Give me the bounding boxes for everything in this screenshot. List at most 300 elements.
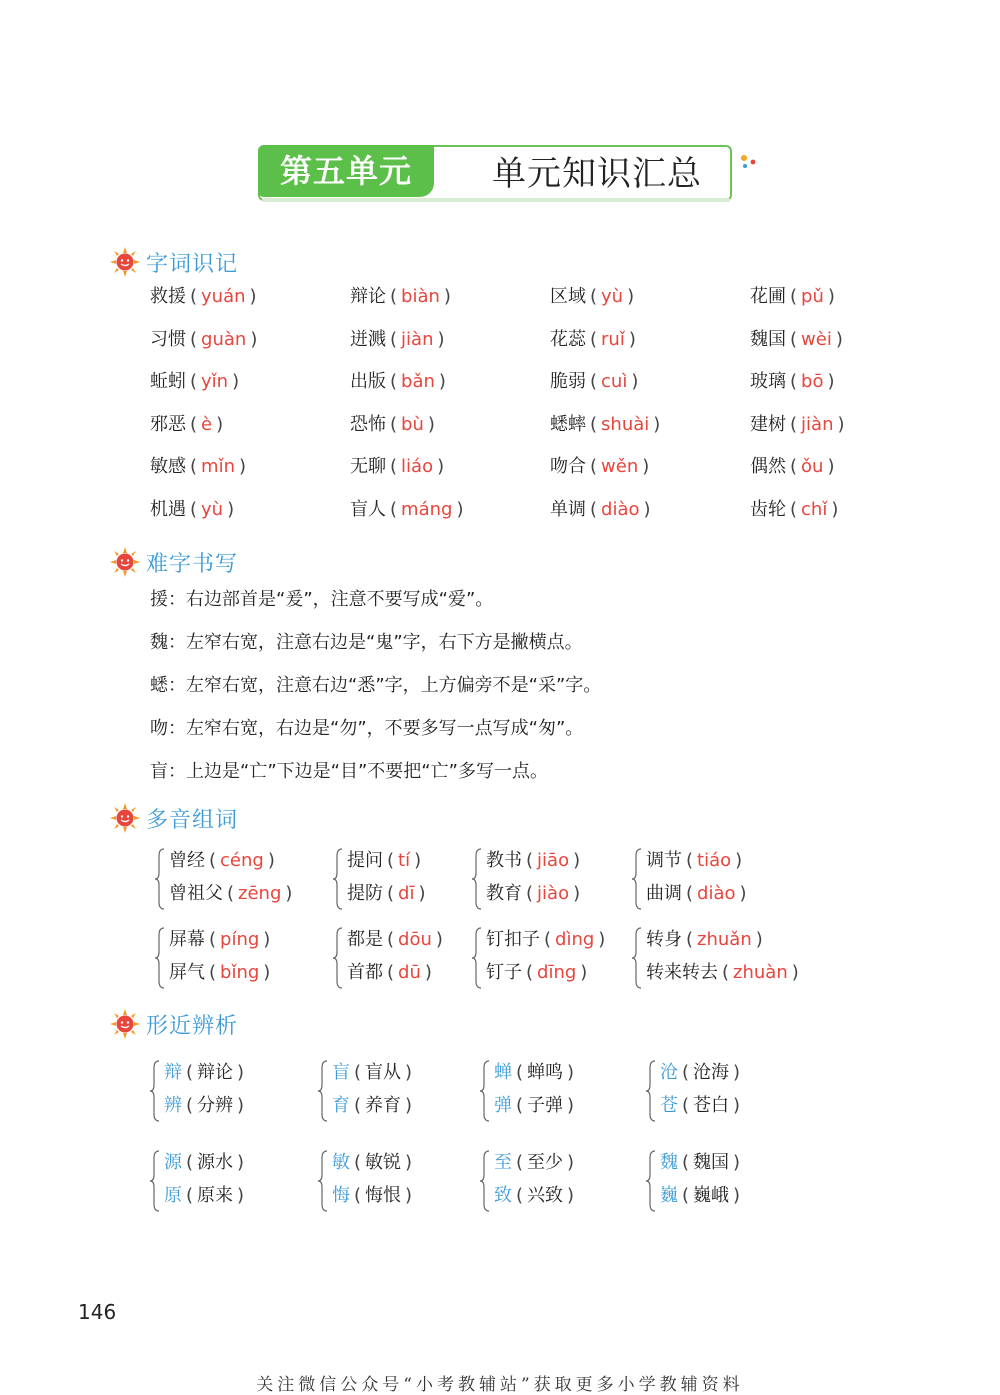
hard-char-note: 吻：左窄右宽，右边是“勿”，不要多写一点写成“匆”。	[150, 718, 584, 739]
brace-icon	[333, 848, 343, 910]
paren-open: (	[790, 328, 798, 350]
similar-word: 子弹	[527, 1095, 564, 1116]
paren-close: )	[755, 929, 763, 950]
vocab-pinyin: jiàn	[401, 328, 434, 350]
polyphone-entry	[347, 958, 436, 984]
polyphone-entry	[169, 846, 279, 872]
vocab-word: 建树	[750, 413, 786, 435]
polyphone-word: 屏幕	[169, 929, 205, 950]
brace-icon	[632, 927, 642, 989]
paren-close: )	[831, 498, 839, 520]
polyphone-pinyin: zhuàn	[733, 962, 788, 983]
polyphone-word: 曲调	[646, 883, 682, 904]
paren-close: )	[835, 328, 843, 350]
paren-open: (	[387, 962, 395, 983]
paren-close: )	[456, 498, 464, 520]
vocab-pinyin: biàn	[401, 286, 440, 307]
vocab-item	[350, 410, 439, 436]
vocab-pinyin: wěn	[601, 456, 639, 478]
polyphone-pinyin: dìng	[555, 929, 595, 950]
paren-close: )	[573, 850, 581, 871]
paren-open: (	[516, 1152, 524, 1173]
paren-close: )	[238, 456, 247, 478]
similar-word: 至少	[527, 1152, 564, 1173]
paren-open: (	[790, 371, 798, 393]
similar-entry	[332, 1148, 416, 1174]
paren-close: )	[405, 1185, 413, 1206]
page-number: 146	[78, 1300, 117, 1324]
paren-open: (	[190, 413, 198, 435]
vocab-word: 区域	[550, 286, 586, 307]
vocab-item	[550, 282, 638, 308]
paren-open: (	[390, 498, 398, 520]
paren-open: (	[526, 962, 534, 983]
paren-close: )	[827, 286, 835, 307]
paren-close: )	[573, 883, 581, 904]
similar-entry	[332, 1058, 416, 1084]
sun-icon	[110, 547, 140, 577]
paren-close: )	[405, 1062, 413, 1083]
paren-close: )	[435, 929, 443, 950]
polyphone-pinyin: jiāo	[537, 850, 570, 871]
brace-icon	[632, 848, 642, 910]
polyphone-word: 调节	[646, 850, 682, 871]
polyphone-entry	[169, 925, 274, 951]
paren-open: (	[190, 286, 198, 307]
brace-icon	[646, 1150, 656, 1212]
paren-close: )	[567, 1185, 575, 1206]
vocab-word: 花蕊	[550, 328, 586, 350]
similar-char: 盲	[332, 1062, 350, 1083]
brace-icon	[150, 1150, 160, 1212]
vocab-row	[150, 325, 870, 368]
paren-open: (	[390, 328, 398, 350]
paren-open: (	[686, 883, 694, 904]
banner-underline	[262, 198, 730, 202]
vocab-pinyin: liáo	[401, 456, 434, 478]
polyphone-pinyin: céng	[220, 850, 264, 871]
paren-close: )	[424, 962, 432, 983]
unit-label: 第五单元	[258, 145, 434, 197]
paren-close: )	[263, 962, 271, 983]
polyphone-entry	[646, 958, 803, 984]
paren-close: )	[438, 371, 446, 393]
paren-open: (	[790, 413, 798, 435]
paren-open: (	[354, 1062, 362, 1083]
polyphone-word: 屏气	[169, 962, 205, 983]
paren-close: )	[567, 1152, 575, 1173]
sun-icon	[110, 1009, 140, 1039]
similar-char: 致	[494, 1185, 512, 1206]
vocab-pinyin: jiàn	[801, 413, 834, 435]
polyphone-pinyin: diào	[697, 883, 736, 904]
polyphone-pinyin: píng	[220, 929, 260, 950]
similar-char: 源	[164, 1152, 182, 1173]
paren-open: (	[682, 1095, 690, 1116]
polyphone-word: 提防	[347, 883, 383, 904]
section-vocab-title: 字词识记	[146, 251, 239, 277]
paren-open: (	[722, 962, 730, 983]
paren-open: (	[354, 1185, 362, 1206]
vocab-word: 习惯	[150, 328, 186, 350]
similar-entry	[660, 1181, 744, 1207]
paren-close: )	[418, 883, 426, 904]
vocab-pinyin: ruǐ	[601, 328, 625, 350]
paren-close: )	[237, 1185, 245, 1206]
vocab-pinyin: shuài	[601, 413, 650, 435]
similar-entry	[494, 1148, 578, 1174]
vocab-row	[150, 452, 870, 495]
paren-open: (	[186, 1062, 194, 1083]
polyphone-word: 都是	[347, 929, 383, 950]
vocab-pinyin: bù	[401, 413, 424, 435]
paren-open: (	[186, 1095, 194, 1116]
paren-open: (	[209, 962, 217, 983]
vocab-item	[550, 495, 655, 521]
vocab-row	[150, 410, 870, 453]
polyphone-word: 钉扣子	[486, 929, 540, 950]
paren-open: (	[227, 883, 235, 904]
paren-open: (	[387, 929, 395, 950]
similar-word: 蝉鸣	[527, 1062, 564, 1083]
paren-close: )	[427, 413, 435, 435]
similar-entry	[164, 1058, 248, 1084]
brace-icon	[480, 1150, 490, 1212]
vocab-word: 救援	[150, 286, 186, 307]
paren-close: )	[250, 328, 258, 350]
paren-close: )	[631, 371, 639, 393]
paren-open: (	[387, 850, 395, 871]
vocab-pinyin: ǒu	[801, 456, 824, 478]
paren-close: )	[216, 413, 224, 435]
polyphone-entry	[646, 879, 751, 905]
vocab-item	[750, 367, 839, 393]
brace-icon	[472, 927, 482, 989]
paren-open: (	[190, 456, 198, 478]
paren-close: )	[567, 1095, 575, 1116]
hard-char-note: 魏：左窄右宽，注意右边是“鬼”字，右下方是撇横点。	[150, 632, 583, 653]
polyphone-pinyin: dī	[398, 883, 415, 904]
paren-close: )	[733, 1095, 741, 1116]
vocab-pinyin: è	[201, 413, 213, 435]
vocab-pinyin: yù	[201, 498, 224, 520]
similar-word: 兴致	[527, 1185, 564, 1206]
vocab-word: 机遇	[150, 498, 186, 520]
paren-open: (	[390, 456, 398, 478]
section-poly-title: 多音组词	[146, 807, 239, 833]
paren-close: )	[237, 1152, 245, 1173]
similar-char: 蝉	[494, 1062, 512, 1083]
paren-close: )	[443, 286, 451, 307]
vocab-item	[350, 325, 449, 351]
vocab-word: 盲人	[350, 498, 386, 520]
brace-icon	[318, 1060, 328, 1122]
paren-open: (	[209, 850, 217, 871]
polyphone-word: 钉子	[486, 962, 522, 983]
vocab-word: 蟋蟀	[550, 413, 586, 435]
polyphone-word: 曾祖父	[169, 883, 223, 904]
vocab-word: 魏国	[750, 328, 786, 350]
paren-open: (	[190, 371, 198, 393]
brace-icon	[333, 927, 343, 989]
paren-open: (	[190, 498, 198, 520]
paren-close: )	[827, 371, 835, 393]
vocab-row	[150, 282, 870, 325]
paren-close: )	[237, 1095, 245, 1116]
vocab-pinyin: yuán	[201, 286, 246, 307]
paren-close: )	[263, 929, 271, 950]
polyphone-entry	[169, 958, 274, 984]
paren-open: (	[526, 883, 534, 904]
paren-close: )	[437, 456, 445, 478]
vocab-item	[150, 452, 250, 478]
similar-char: 辩	[164, 1062, 182, 1083]
vocab-word: 恐怖	[350, 413, 386, 435]
similar-word: 原来	[197, 1185, 234, 1206]
similar-entry	[660, 1091, 744, 1117]
paren-close: )	[739, 883, 747, 904]
paren-open: (	[516, 1185, 524, 1206]
vocab-item	[150, 325, 261, 351]
similar-char: 辨	[164, 1095, 182, 1116]
vocab-pinyin: diào	[601, 498, 640, 520]
vocab-item	[150, 495, 238, 521]
section-hard-title: 难字书写	[146, 551, 239, 577]
paren-open: (	[682, 1062, 690, 1083]
brace-icon	[318, 1150, 328, 1212]
paren-close: )	[791, 962, 799, 983]
polyphone-entry	[486, 958, 591, 984]
similar-entry	[494, 1058, 578, 1084]
paren-close: )	[267, 850, 275, 871]
paren-close: )	[285, 883, 293, 904]
paren-open: (	[390, 371, 398, 393]
paren-open: (	[590, 456, 598, 478]
similar-word: 沧海	[693, 1062, 730, 1083]
paren-open: (	[590, 413, 598, 435]
vocab-item	[550, 325, 640, 351]
similar-char: 育	[332, 1095, 350, 1116]
similar-char: 苍	[660, 1095, 678, 1116]
similar-char: 原	[164, 1185, 182, 1206]
vocab-item	[350, 495, 467, 521]
paren-open: (	[526, 850, 534, 871]
polyphone-pinyin: tiáo	[697, 850, 732, 871]
similar-word: 苍白	[693, 1095, 730, 1116]
paren-open: (	[516, 1062, 524, 1083]
footer-note: 关注微信公众号“小考教辅站”获取更多小学教辅资料	[256, 1375, 744, 1395]
paren-close: )	[232, 371, 240, 393]
paren-close: )	[437, 328, 445, 350]
vocab-pinyin: yǐn	[201, 371, 229, 393]
polyphone-entry	[347, 879, 430, 905]
polyphone-entry	[646, 925, 767, 951]
paren-close: )	[405, 1152, 413, 1173]
paren-open: (	[186, 1152, 194, 1173]
similar-char: 敏	[332, 1152, 350, 1173]
paren-open: (	[190, 328, 198, 350]
brace-icon	[472, 848, 482, 910]
unit-title-banner	[258, 145, 732, 201]
polyphone-word: 曾经	[169, 850, 205, 871]
polyphone-word: 提问	[347, 850, 383, 871]
vocab-item	[150, 282, 261, 308]
similar-char: 巍	[660, 1185, 678, 1206]
vocab-item	[750, 282, 839, 308]
polyphone-pinyin: dīng	[537, 962, 577, 983]
similar-char: 沧	[660, 1062, 678, 1083]
polyphone-pinyin: zhuǎn	[697, 929, 752, 950]
paren-close: )	[237, 1062, 245, 1083]
polyphone-word: 首都	[347, 962, 383, 983]
paren-close: )	[837, 413, 845, 435]
vocab-item	[350, 452, 448, 478]
polyphone-pinyin: tí	[398, 850, 411, 871]
similar-word: 巍峨	[693, 1185, 730, 1206]
similar-word: 分辨	[197, 1095, 234, 1116]
brace-icon	[646, 1060, 656, 1122]
paren-open: (	[387, 883, 395, 904]
vocab-item	[350, 282, 455, 308]
similar-word: 悔恨	[365, 1185, 402, 1206]
vocab-item	[350, 367, 450, 393]
paren-open: (	[590, 328, 598, 350]
polyphone-entry	[347, 846, 425, 872]
page-title: 单元知识汇总	[492, 154, 702, 194]
vocab-row	[150, 367, 870, 410]
similar-entry	[660, 1058, 744, 1084]
similar-entry	[494, 1091, 578, 1117]
paren-close: )	[567, 1062, 575, 1083]
polyphone-entry	[486, 925, 609, 951]
similar-char: 弹	[494, 1095, 512, 1116]
brace-icon	[155, 848, 165, 910]
paren-open: (	[686, 850, 694, 871]
section-vocab-heading	[110, 245, 238, 279]
vocab-row	[150, 495, 870, 538]
paren-close: )	[733, 1185, 741, 1206]
vocab-word: 敏感	[150, 456, 186, 478]
section-similar-heading	[110, 1007, 238, 1041]
paren-open: (	[390, 286, 398, 307]
polyphone-entry	[169, 879, 296, 905]
vocab-word: 蚯蚓	[150, 371, 186, 393]
paren-close: )	[735, 850, 743, 871]
polyphone-word: 教育	[486, 883, 522, 904]
vocab-pinyin: chǐ	[801, 498, 828, 520]
vocab-word: 玻璃	[750, 371, 786, 393]
brace-icon	[150, 1060, 160, 1122]
paren-close: )	[227, 498, 235, 520]
vocab-word: 无聊	[350, 456, 386, 478]
paren-close: )	[733, 1062, 741, 1083]
vocab-word: 单调	[550, 498, 586, 520]
vocab-item	[150, 367, 243, 393]
vocab-word: 偶然	[750, 456, 786, 478]
vocab-pinyin: mǐn	[201, 456, 235, 478]
section-hard-heading	[110, 545, 238, 579]
similar-word: 敏锐	[365, 1152, 402, 1173]
decorative-dots-icon	[738, 152, 760, 172]
paren-close: )	[827, 456, 835, 478]
paren-open: (	[790, 286, 798, 307]
similar-entry	[164, 1148, 248, 1174]
vocab-item	[550, 410, 664, 436]
paren-open: (	[209, 929, 217, 950]
paren-open: (	[790, 498, 798, 520]
polyphone-pinyin: dū	[398, 962, 421, 983]
polyphone-entry	[646, 846, 746, 872]
paren-close: )	[414, 850, 422, 871]
paren-open: (	[590, 371, 598, 393]
vocab-word: 辩论	[350, 286, 386, 307]
vocab-pinyin: guàn	[201, 328, 247, 350]
paren-open: (	[390, 413, 398, 435]
polyphone-entry	[486, 846, 584, 872]
vocab-pinyin: wèi	[801, 328, 832, 350]
similar-word: 魏国	[693, 1152, 730, 1173]
polyphone-pinyin: jiào	[537, 883, 570, 904]
vocab-word: 齿轮	[750, 498, 786, 520]
paren-open: (	[682, 1185, 690, 1206]
paren-open: (	[682, 1152, 690, 1173]
vocab-word: 脆弱	[550, 371, 586, 393]
brace-icon	[155, 927, 165, 989]
paren-open: (	[686, 929, 694, 950]
similar-entry	[660, 1148, 744, 1174]
paren-close: )	[643, 498, 651, 520]
vocab-pinyin: cuì	[601, 371, 628, 393]
hard-char-note: 蟋：左窄右宽，注意右边“悉”字，上方偏旁不是“采”字。	[150, 675, 602, 696]
paren-open: (	[186, 1185, 194, 1206]
paren-open: (	[590, 286, 598, 307]
vocab-pinyin: pǔ	[801, 286, 824, 307]
vocab-word: 吻合	[550, 456, 586, 478]
section-poly-heading	[110, 801, 238, 835]
polyphone-word: 教书	[486, 850, 522, 871]
polyphone-pinyin: zēng	[238, 883, 282, 904]
similar-entry	[332, 1181, 416, 1207]
vocab-pinyin: yù	[601, 286, 624, 307]
similar-word: 辩论	[197, 1062, 234, 1083]
vocab-pinyin: máng	[401, 498, 453, 520]
similar-char: 悔	[332, 1185, 350, 1206]
paren-close: )	[627, 286, 635, 307]
paren-close: )	[598, 929, 606, 950]
paren-close: )	[642, 456, 650, 478]
polyphone-word: 转身	[646, 929, 682, 950]
hard-char-note: 援：右边部首是“爰”，注意不要写成“爱”。	[150, 589, 494, 610]
sun-icon	[110, 803, 140, 833]
similar-word: 养育	[365, 1095, 402, 1116]
hard-char-note: 盲：上边是“亡”下边是“目”不要把“亡”多写一点。	[150, 761, 548, 782]
vocab-item	[750, 410, 849, 436]
paren-close: )	[405, 1095, 413, 1116]
similar-word: 源水	[197, 1152, 234, 1173]
vocab-pinyin: bǎn	[401, 371, 435, 393]
vocab-pinyin: bō	[801, 371, 824, 393]
vocab-item	[550, 452, 653, 478]
paren-close: )	[628, 328, 636, 350]
paren-open: (	[790, 456, 798, 478]
similar-entry	[494, 1181, 578, 1207]
paren-close: )	[733, 1152, 741, 1173]
similar-entry	[164, 1181, 248, 1207]
paren-close: )	[580, 962, 588, 983]
polyphone-entry	[347, 925, 447, 951]
vocab-item	[550, 367, 642, 393]
similar-char: 至	[494, 1152, 512, 1173]
